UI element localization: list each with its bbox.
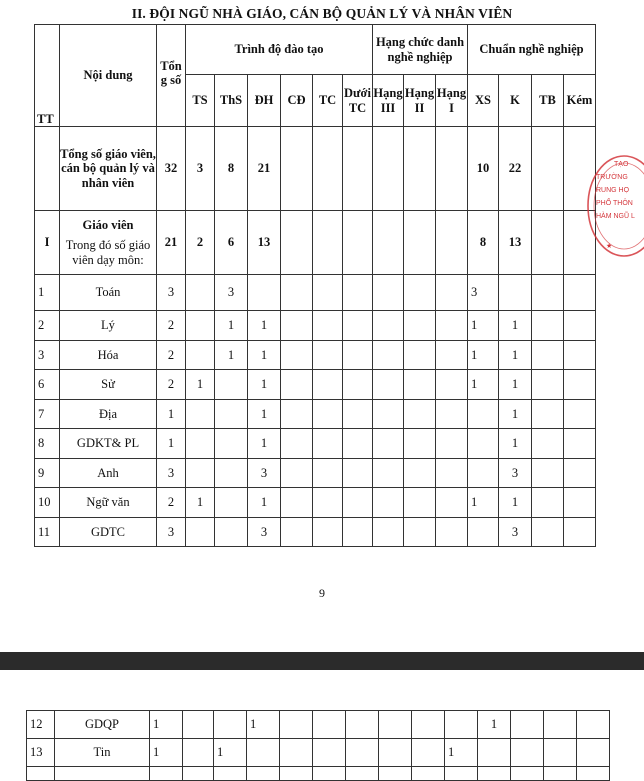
- sub-header: ThS: [215, 75, 248, 127]
- cell: [404, 399, 436, 429]
- cell: [343, 340, 373, 370]
- cell: 1: [468, 488, 499, 518]
- cell: Tin: [55, 739, 150, 767]
- cell: [499, 275, 532, 311]
- group-tt: I: [35, 211, 60, 275]
- cell: 1: [499, 311, 532, 341]
- cell: [373, 429, 404, 459]
- cell: 1: [499, 340, 532, 370]
- cell: 1: [468, 370, 499, 400]
- cell: [373, 517, 404, 547]
- cell: [247, 739, 280, 767]
- cell: [281, 488, 313, 518]
- cell: [215, 458, 248, 488]
- cell: [468, 458, 499, 488]
- cell: [186, 517, 215, 547]
- table-row: [35, 311, 596, 341]
- cell: [564, 311, 596, 341]
- cell: [532, 517, 564, 547]
- cell: 1: [468, 311, 499, 341]
- svg-text:TẠOTRƯỜNGRUNG HỌPHỔ THÔNHÀM NG: TẠO TRƯỜNG RUNG HỌ PHỔ THÔN HÀM NGŨ L: [596, 161, 635, 220]
- table-row: [35, 370, 596, 400]
- cell: [313, 711, 346, 739]
- document-page-2: [0, 670, 644, 778]
- cell: [532, 370, 564, 400]
- cell: [564, 517, 596, 547]
- cell: [313, 517, 343, 547]
- svg-text:★: ★: [606, 242, 613, 250]
- cell: [404, 311, 436, 341]
- cell: 9: [35, 458, 60, 488]
- cell: [281, 517, 313, 547]
- cell: 6: [35, 370, 60, 400]
- cell: 8: [35, 429, 60, 459]
- cell: [150, 767, 183, 781]
- cell: [313, 399, 343, 429]
- cell: [412, 767, 445, 781]
- cell: [436, 311, 468, 341]
- sub-header: TB: [532, 75, 564, 127]
- cell: [313, 340, 343, 370]
- cell: [313, 370, 343, 400]
- cell: 1: [247, 711, 280, 739]
- cell: [373, 488, 404, 518]
- cell: [564, 370, 596, 400]
- cell: 8: [468, 211, 499, 275]
- cell: 13: [248, 211, 281, 275]
- cell: [55, 767, 150, 781]
- group-row: [35, 211, 596, 275]
- table-row: [35, 517, 596, 547]
- sub-header: Hạng III: [373, 75, 404, 127]
- cell: [511, 711, 544, 739]
- cell: 1: [248, 429, 281, 459]
- cell: [313, 739, 346, 767]
- cell: [281, 340, 313, 370]
- cell: [379, 711, 412, 739]
- cell: [564, 340, 596, 370]
- cell: [280, 767, 313, 781]
- sub-header: K: [499, 75, 532, 127]
- cell: GDKT& PL: [60, 429, 157, 459]
- cell: [186, 429, 215, 459]
- cell: [404, 517, 436, 547]
- cell: [281, 429, 313, 459]
- cell: [343, 275, 373, 311]
- group-label-sub: Trong đó số giáo viên dạy môn:: [65, 238, 151, 267]
- cell: 1: [248, 340, 281, 370]
- cell: 1: [157, 399, 186, 429]
- cell: [281, 311, 313, 341]
- cell: [313, 458, 343, 488]
- cell: [343, 488, 373, 518]
- sub-header: Dưới TC: [343, 75, 373, 127]
- cell: Địa: [60, 399, 157, 429]
- cell: Hóa: [60, 340, 157, 370]
- cell: [564, 458, 596, 488]
- sub-header: CĐ: [281, 75, 313, 127]
- staff-table: [34, 24, 596, 547]
- cell: 7: [35, 399, 60, 429]
- cell: 3: [499, 517, 532, 547]
- cell: 13: [27, 739, 55, 767]
- cell: 13: [499, 211, 532, 275]
- cell: [532, 340, 564, 370]
- table-row: [35, 458, 596, 488]
- sub-header: Kém: [564, 75, 596, 127]
- cell: [313, 767, 346, 781]
- cell: [373, 311, 404, 341]
- cell: 1: [215, 340, 248, 370]
- cell: 1: [499, 399, 532, 429]
- cell: 21: [248, 127, 281, 211]
- cell: [511, 739, 544, 767]
- cell: [532, 458, 564, 488]
- cell: [27, 767, 55, 781]
- cell: 1: [445, 739, 478, 767]
- cell: [564, 429, 596, 459]
- cell: 2: [157, 370, 186, 400]
- cell: [281, 275, 313, 311]
- cell: [544, 711, 577, 739]
- summary-label: Tổng số giáo viên, cán bộ quản lý và nhân viên: [60, 127, 157, 211]
- cell: 1: [499, 429, 532, 459]
- cell: [215, 429, 248, 459]
- cell: [404, 370, 436, 400]
- cell: 3: [499, 458, 532, 488]
- cell: 8: [215, 127, 248, 211]
- staff-table-continued: [26, 710, 610, 781]
- cell: 1: [186, 488, 215, 518]
- table-row: [27, 739, 610, 767]
- cell: [532, 429, 564, 459]
- cell: [343, 429, 373, 459]
- cell: [247, 767, 280, 781]
- cell: 3: [248, 458, 281, 488]
- header-hang-chuc-danh: Hạng chức danh nghề nghiệp: [373, 25, 468, 75]
- cell: [544, 767, 577, 781]
- cell: 1: [215, 311, 248, 341]
- cell: 1: [248, 399, 281, 429]
- cell: [436, 517, 468, 547]
- cell: [214, 711, 247, 739]
- cell: [544, 739, 577, 767]
- cell: [412, 711, 445, 739]
- cell: [468, 399, 499, 429]
- cell: 1: [499, 370, 532, 400]
- cell: [186, 275, 215, 311]
- sub-header: ĐH: [248, 75, 281, 127]
- cell: 3: [35, 340, 60, 370]
- cell: [343, 517, 373, 547]
- sub-header: Hạng II: [404, 75, 436, 127]
- cell: [313, 429, 343, 459]
- cell: [215, 399, 248, 429]
- sub-header: XS: [468, 75, 499, 127]
- cell: [373, 340, 404, 370]
- page-divider: [0, 652, 644, 670]
- cell: [436, 458, 468, 488]
- cell: [468, 517, 499, 547]
- cell: [281, 458, 313, 488]
- cell: Sử: [60, 370, 157, 400]
- cell: [343, 399, 373, 429]
- cell: [404, 429, 436, 459]
- cell: [532, 311, 564, 341]
- cell: [281, 370, 313, 400]
- cell: Anh: [60, 458, 157, 488]
- cell: [478, 767, 511, 781]
- header-tong-so: Tổn g số: [157, 25, 186, 127]
- cell: [35, 127, 60, 211]
- cell: [436, 370, 468, 400]
- cell: [346, 739, 379, 767]
- cell: [214, 767, 247, 781]
- cell: 3: [186, 127, 215, 211]
- cell: [280, 739, 313, 767]
- cell: 3: [157, 275, 186, 311]
- header-noi-dung: Nội dung: [60, 25, 157, 127]
- cell: [436, 429, 468, 459]
- group-label: [60, 211, 157, 275]
- cell: 21: [157, 211, 186, 275]
- cell: [445, 711, 478, 739]
- cell: 2: [186, 211, 215, 275]
- cell: [343, 458, 373, 488]
- cell: 3: [215, 275, 248, 311]
- header-chuan-nghe: Chuẩn nghề nghiệp: [468, 25, 596, 75]
- cell: 3: [248, 517, 281, 547]
- cell: [215, 488, 248, 518]
- header-trinh-do: Trình độ đào tạo: [186, 25, 373, 75]
- table-row: [27, 711, 610, 739]
- cell: [346, 767, 379, 781]
- cell: [186, 399, 215, 429]
- sub-header: TS: [186, 75, 215, 127]
- cell: [183, 739, 214, 767]
- cell: [412, 739, 445, 767]
- cell: 6: [215, 211, 248, 275]
- cell: [373, 399, 404, 429]
- cell: [379, 739, 412, 767]
- cell: [564, 399, 596, 429]
- cell: 2: [157, 340, 186, 370]
- table-row: [35, 275, 596, 311]
- cell: [478, 739, 511, 767]
- cell: 3: [157, 517, 186, 547]
- section-heading: II. ĐỘI NGŨ NHÀ GIÁO, CÁN BỘ QUẢN LÝ VÀ NHÂN VIÊN: [131, 6, 513, 21]
- cell: 10: [468, 127, 499, 211]
- cell: 1: [248, 488, 281, 518]
- cell: [577, 711, 610, 739]
- table-row: [35, 399, 596, 429]
- cell: 3: [157, 458, 186, 488]
- cell: [215, 370, 248, 400]
- cell: [373, 370, 404, 400]
- cell: [532, 399, 564, 429]
- cell: 1: [468, 340, 499, 370]
- cell: GDTC: [60, 517, 157, 547]
- cell: 1: [35, 275, 60, 311]
- cell: 1: [150, 739, 183, 767]
- cell: [436, 488, 468, 518]
- cell: [404, 458, 436, 488]
- cell: Toán: [60, 275, 157, 311]
- cell: [186, 311, 215, 341]
- cell: GDQP: [55, 711, 150, 739]
- cell: [373, 458, 404, 488]
- cell: 3: [468, 275, 499, 311]
- cell: [313, 311, 343, 341]
- table-row: [27, 767, 610, 781]
- cell: 2: [157, 311, 186, 341]
- cell: [511, 767, 544, 781]
- cell: 10: [35, 488, 60, 518]
- cell: 1: [214, 739, 247, 767]
- sub-header: TC: [313, 75, 343, 127]
- cell: [373, 275, 404, 311]
- cell: 1: [248, 311, 281, 341]
- cell: 22: [499, 127, 532, 211]
- cell: [436, 275, 468, 311]
- cell: [379, 767, 412, 781]
- cell: 32: [157, 127, 186, 211]
- header-tt: TT: [35, 25, 60, 127]
- cell: 1: [248, 370, 281, 400]
- cell: [313, 488, 343, 518]
- cell: [313, 275, 343, 311]
- cell: [404, 488, 436, 518]
- cell: [186, 458, 215, 488]
- cell: [281, 399, 313, 429]
- cell: 1: [478, 711, 511, 739]
- table-row: [35, 429, 596, 459]
- cell: [532, 488, 564, 518]
- cell: [404, 340, 436, 370]
- cell: [468, 429, 499, 459]
- cell: 1: [499, 488, 532, 518]
- cell: [445, 767, 478, 781]
- cell: [280, 711, 313, 739]
- cell: [215, 517, 248, 547]
- cell: [183, 767, 214, 781]
- summary-row: [35, 127, 596, 211]
- table-row: [35, 340, 596, 370]
- cell: Lý: [60, 311, 157, 341]
- cell: 1: [150, 711, 183, 739]
- sub-header: Hạng I: [436, 75, 468, 127]
- cell: [577, 767, 610, 781]
- cell: [577, 739, 610, 767]
- cell: [436, 340, 468, 370]
- cell: [186, 340, 215, 370]
- table-row: [35, 488, 596, 518]
- cell: [248, 275, 281, 311]
- cell: [346, 711, 379, 739]
- group-label-title: Giáo viên: [82, 217, 134, 232]
- cell: 11: [35, 517, 60, 547]
- cell: 1: [157, 429, 186, 459]
- cell: 1: [186, 370, 215, 400]
- cell: [564, 488, 596, 518]
- cell: 12: [27, 711, 55, 739]
- cell: 2: [35, 311, 60, 341]
- school-stamp: [584, 152, 644, 260]
- cell: [404, 275, 436, 311]
- cell: [343, 311, 373, 341]
- page-number: 9: [319, 586, 325, 600]
- cell: [183, 711, 214, 739]
- cell: [532, 275, 564, 311]
- cell: Ngữ văn: [60, 488, 157, 518]
- cell: [343, 370, 373, 400]
- cell: [564, 275, 596, 311]
- cell: 2: [157, 488, 186, 518]
- cell: [436, 399, 468, 429]
